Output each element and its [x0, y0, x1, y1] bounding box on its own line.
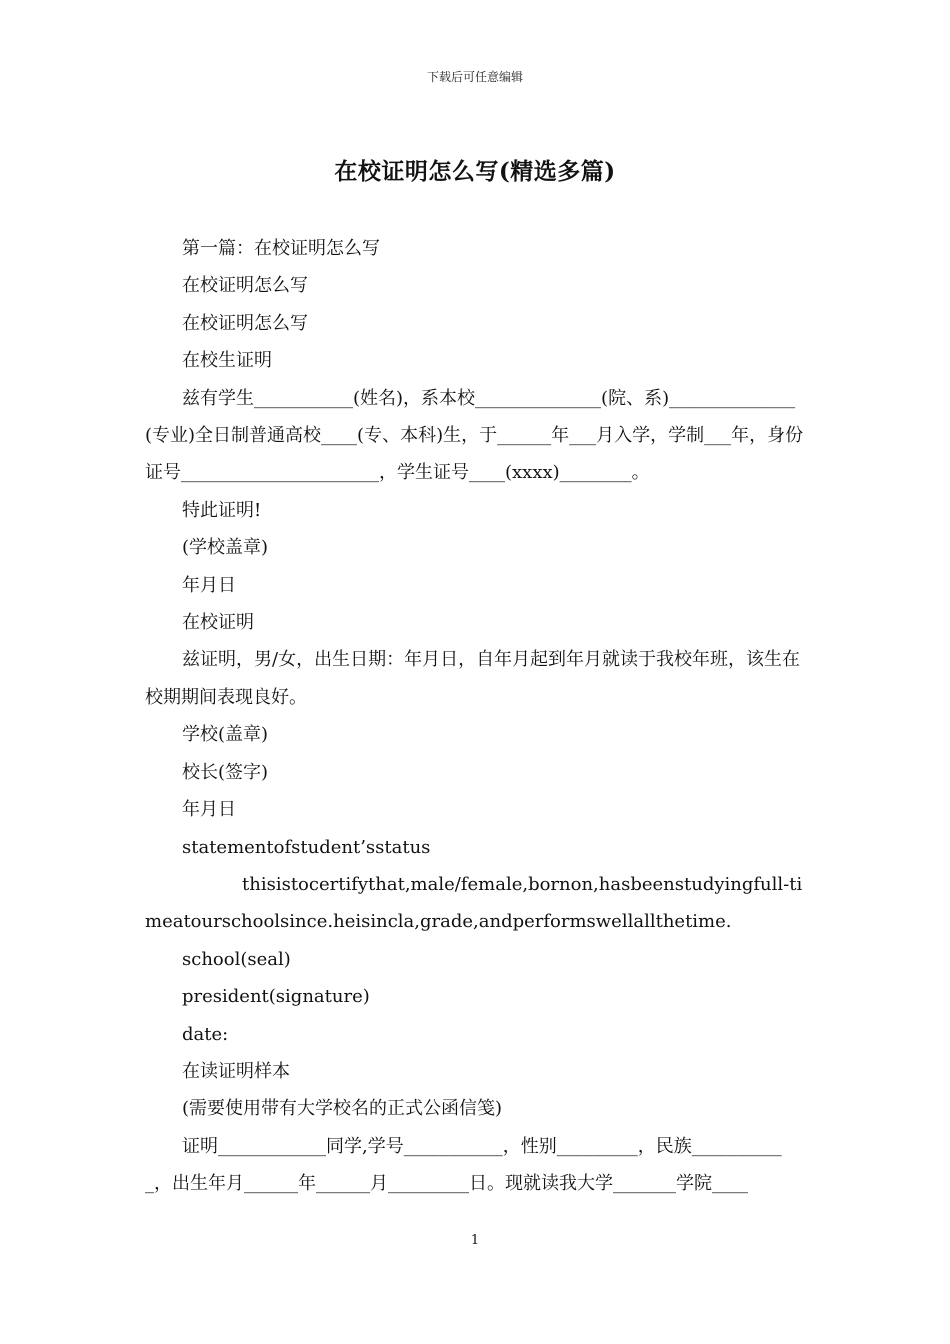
paragraph: thisistocertifythat,male/female,bornon,hasbeenstudyingfull-timeatourschoolsince.heisincla,grade,andperformswellallthetime. — [145, 873, 803, 933]
paragraph: (需要使用带有大学校名的正式公函信笺) — [182, 1098, 503, 1120]
document-title: 在校证明怎么写(精选多篇) — [334, 158, 616, 185]
paragraph: 在校证明怎么写 — [182, 275, 308, 297]
paragraph: 学校(盖章) — [182, 724, 269, 746]
paragraph: 第一篇：在校证明怎么写 — [182, 238, 380, 259]
paragraph: president(signature) — [182, 986, 370, 1008]
paragraph: 在校生证明 — [182, 350, 272, 372]
paragraph: school(seal) — [182, 948, 291, 970]
paragraph: 兹证明，男/女，出生日期：年月日，自年月起到年月就读于我校年班，该生在校期期间表现良好。 — [145, 649, 801, 708]
paragraph: (学校盖章) — [182, 537, 269, 559]
paragraph: 年月日 — [182, 574, 236, 596]
paragraph: 兹有学生___________(姓名)，系本校______________(院、系)______________(专业)全日制普通高校____(专、本科)生，于______年___月入学，学制___年，身份证号______________________，学生证号____(xxxx)________。 — [145, 387, 804, 484]
paragraph: 在校证明怎么写 — [182, 312, 308, 334]
header-note: 下载后可任意编辑 — [426, 70, 523, 84]
page-number: 1 — [470, 1233, 480, 1248]
paragraph: 特此证明! — [182, 499, 262, 521]
paragraph: 在读证明样本 — [182, 1060, 290, 1082]
paragraph: 证明____________同学,学号___________，性别_________，民族___________，出生年月______年______月_________日。现就读我大学_______学院____ — [145, 1135, 782, 1195]
paragraph: 在校证明 — [182, 612, 254, 634]
paragraph: date: — [182, 1023, 229, 1045]
paragraph: 校长(签字) — [182, 761, 269, 783]
paragraph: 年月日 — [182, 799, 236, 821]
document-body — [145, 230, 807, 1203]
paragraph: statementofstudent’sstatus — [182, 836, 431, 858]
